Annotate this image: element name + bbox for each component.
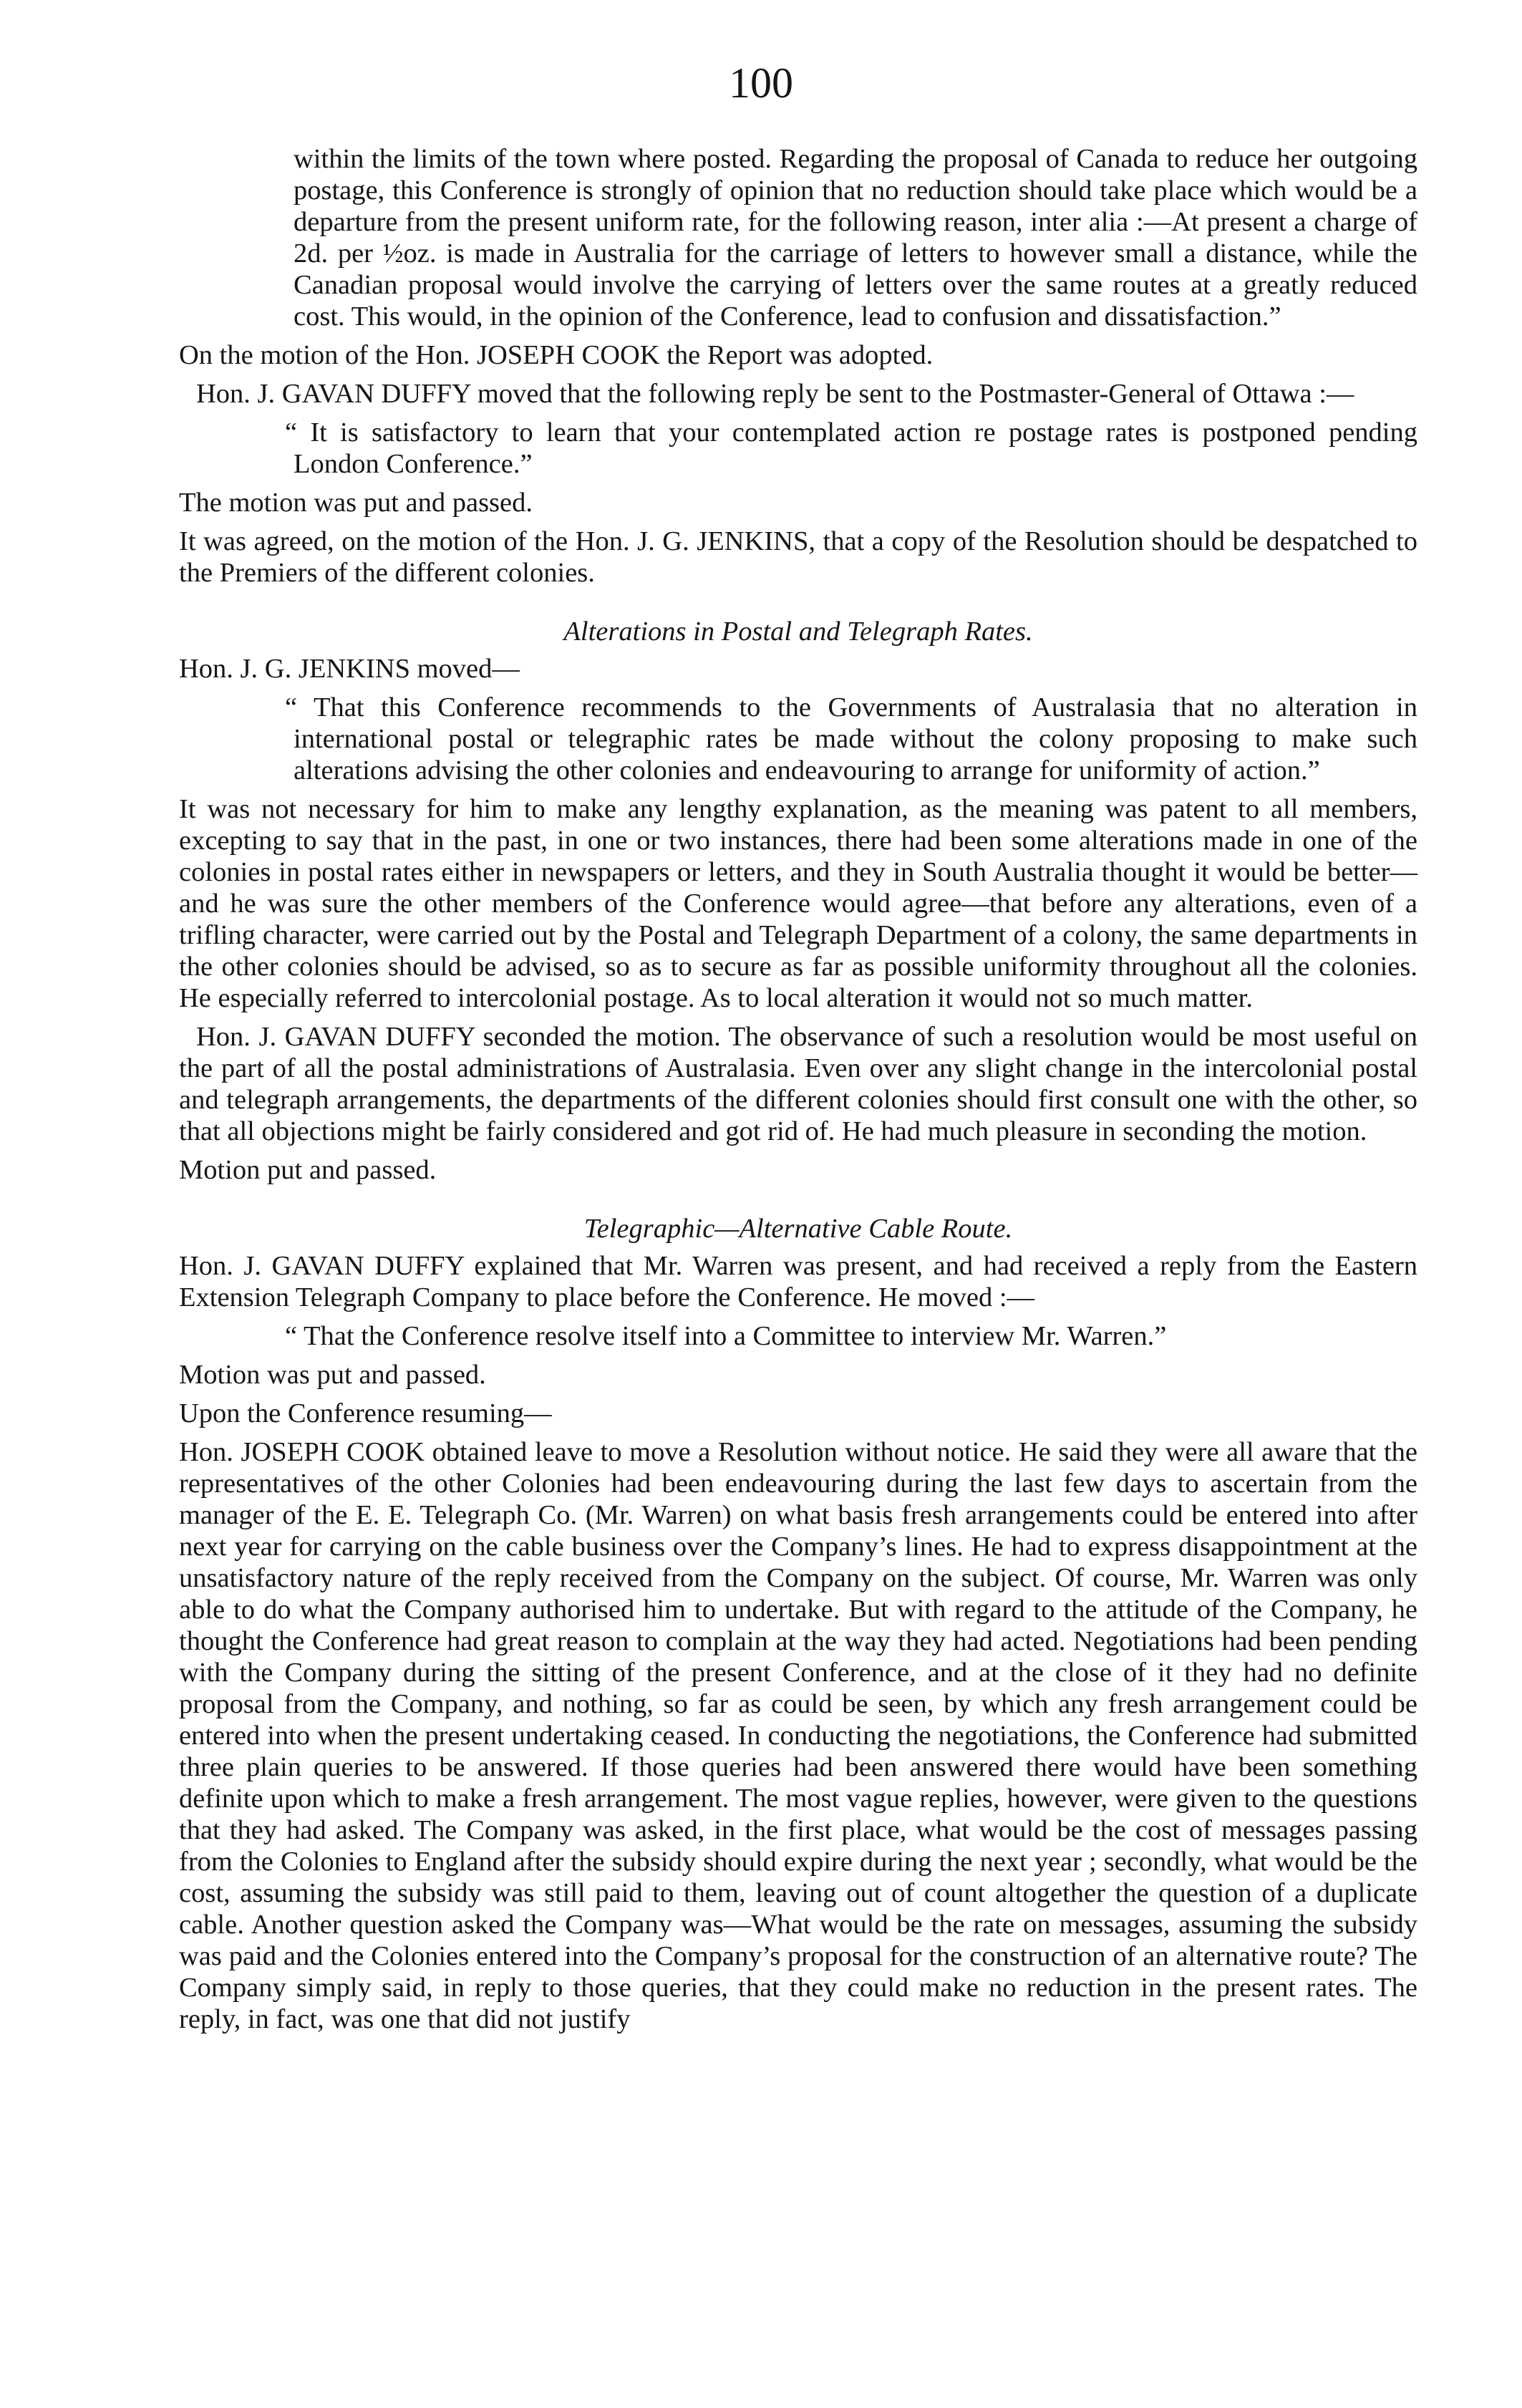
duffy-motion-paragraph: Hon. J. GAVAN DUFFY moved that the following reply be sent to the Postmaster-General of Ottawa :— bbox=[196, 379, 1354, 409]
committee-motion-passed: Motion was put and passed. bbox=[179, 1360, 486, 1390]
cook-speech-paragraph: Hon. JOSEPH COOK obtained leave to move a Resolution without notice. He said they were all aware that the representatives of the other Colonies had been endeavouring during the last few days to ascertain from the manager of the E. E. Telegraph Co. (Mr. Warren) on what basis fresh arrangements could be entered into after next year for carrying on the cable business over the Company’s lines. He had to express disappointment at the unsatisfactory nature of the reply received from the Company on the subject. Of course, Mr. Warren was only able to do what the Company authorised him to undertake. But with regard to the attitude of the Company, he thought the Conference had great reason to complain at the way they had acted. Negotiations had been pending with the Company during the sitting of the present Conference, and at the close of it they had no definite proposal from the Company, and nothing, so far as could be seen, by which any fresh arrangement could be entered into when the present undertaking ceased. In conducting the negotiations, the Conference had submitted three plain queries to be answered. If those queries had been answered there would have been something definite upon which to make a fresh arrangement. The most vague replies, however, were given to the questions that they had asked. The Company was asked, in the first place, what would be the cost of messages passing from the Colonies to England after the subsidy should expire during the next year ; secondly, what would be the cost, assuming the subsidy was still paid to them, leaving out of count altogether the question of a duplicate cable. Another question asked the Company was—What would be the rate on messages, assuming the subsidy was paid and the Colonies entered into the Company’s proposal for the construction of an alternative route? The Company simply said, in reply to those queries, that they could make no reduction in the present rates. The reply, in fact, was one that did not justify bbox=[179, 1437, 1417, 2034]
jenkins-explanation-paragraph: It was not necessary for him to make any lengthy explanation, as the meaning was patent to all members, excepting to say that in the past, in one or two instances, there had been some alterations made in one of the colonies in postal rates either in newspapers or letters, and they in South Australia thought it would be better—and he was sure the other members of the Conference would agree—that before any alterations, even of a trifling character, were carried out by the Postal and Telegraph Department of a colony, the same departments in the other colonies should be advised, so as to secure as far as possible uniformity throughout all the colonies. He especially referred to intercolonial postage. As to local alteration it would not so much matter. bbox=[179, 794, 1417, 1013]
postal-motion-passed: Motion put and passed. bbox=[179, 1155, 437, 1185]
reply-quote: “ It is satisfactory to learn that your contemplated action re postage rates is postponed pending London Conference.” bbox=[285, 417, 1417, 479]
conference-resuming: Upon the Conference resuming— bbox=[179, 1398, 552, 1428]
jenkins-moved-paragraph: Hon. J. G. JENKINS moved— bbox=[179, 654, 520, 684]
page-number: 100 bbox=[729, 59, 793, 107]
committee-quote: “ That the Conference resolve itself into a Committee to interview Mr. Warren.” bbox=[285, 1321, 1167, 1351]
duffy-seconded-paragraph: Hon. J. GAVAN DUFFY seconded the motion. The observance of such a resolution would be most useful on the part of all the postal administrations of Australasia. Even over any slight change in the intercolonial postal and telegraph arrangements, the departments of the different colonies should first consult one with the other, so that all objections might be fairly considered and got rid of. He had much pleasure in seconding the motion. bbox=[179, 1022, 1417, 1146]
section-heading-cable-route: Telegraphic—Alternative Cable Route. bbox=[583, 1214, 1013, 1244]
resolution-agreed-paragraph: It was agreed, on the motion of the Hon. J. G. JENKINS, that a copy of the Resolution should be despatched to the Premiers of the different colonies. bbox=[179, 526, 1417, 588]
quote-continuation: within the limits of the town where posted. Regarding the proposal of Canada to reduce her outgoing postage, this Conference is strongly of opinion that no reduction should take place which would be a departure from the present uniform rate, for the following reason, inter alia :—At present a charge of 2d. per ½oz. is made in Australia for the carriage of letters to however small a distance, while the Canadian proposal would involve the carrying of letters over the same routes at a greatly reduced cost. This would, in the opinion of the Conference, lead to confusion and dissatisfaction.” bbox=[294, 144, 1417, 332]
page-text bbox=[179, 143, 1417, 2042]
motion-passed-paragraph: The motion was put and passed. bbox=[179, 488, 533, 518]
duffy-explained-paragraph: Hon. J. GAVAN DUFFY explained that Mr. Warren was present, and had received a reply from the Eastern Extension Telegraph Company to place before the Conference. He moved :— bbox=[179, 1251, 1417, 1312]
report-adopted-paragraph: On the motion of the Hon. JOSEPH COOK the Report was adopted. bbox=[179, 340, 934, 370]
jenkins-motion-quote: “ That this Conference recommends to the Governments of Australasia that no alteration in international postal or telegraphic rates be made without the colony proposing to make such alterations advising the other colonies and endeavouring to arrange for uniformity of action.” bbox=[285, 692, 1417, 785]
section-heading-postal-rates: Alterations in Postal and Telegraph Rates. bbox=[563, 616, 1033, 647]
